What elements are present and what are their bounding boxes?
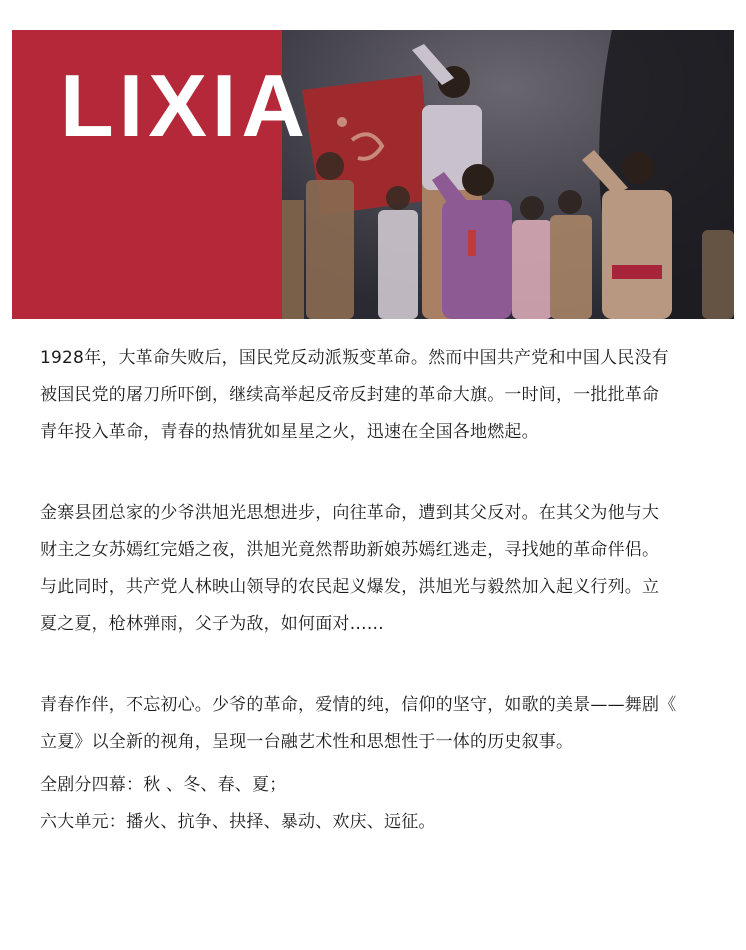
synopsis <box>40 340 720 841</box>
banner <box>12 30 734 319</box>
text-line: 金寨县团总家的少爷洪旭光思想进步，向往革命，遭到其父反对。在其父为他与大 <box>40 503 660 523</box>
paragraph-background <box>40 340 720 451</box>
brand-title: LIXIA <box>60 56 310 155</box>
text-line: 1928年，大革命失败后，国民党反动派叛变革命。然而中国共产党和中国人民没有 <box>40 348 669 368</box>
text-line: 与此同时，共产党人林映山领导的农民起义爆发，洪旭光与毅然加入起义行列。立 <box>40 577 660 597</box>
paragraph-plot <box>40 495 720 643</box>
paragraph-theme <box>40 687 720 761</box>
acts-line: 全剧分四幕：秋 、冬、春、夏； <box>40 775 287 795</box>
stage-performance-photo <box>282 30 734 319</box>
text-line: 财主之女苏嫣红完婚之夜，洪旭光竟然帮助新娘苏嫣红逃走，寻找她的革命伴侣。 <box>40 540 660 560</box>
text-line: 青年投入革命，青春的热情犹如星星之火，迅速在全国各地燃起。 <box>40 422 539 442</box>
stage-photo-illustration <box>282 30 734 319</box>
text-line: 青春作伴，不忘初心。少爷的革命，爱情的纯，信仰的坚守，如歌的美景——舞剧《 <box>40 695 677 715</box>
text-line: 夏之夏，枪林弹雨，父子为敌，如何面对…… <box>40 614 384 634</box>
text-line: 被国民党的屠刀所吓倒，继续高举起反帝反封建的革命大旗。一时间，一批批革命 <box>40 385 660 405</box>
units-line: 六大单元：播火、抗争、抉择、暴动、欢庆、远征。 <box>40 812 436 832</box>
text-line: 立夏》以全新的视角，呈现一台融艺术性和思想性于一体的历史叙事。 <box>40 732 574 752</box>
